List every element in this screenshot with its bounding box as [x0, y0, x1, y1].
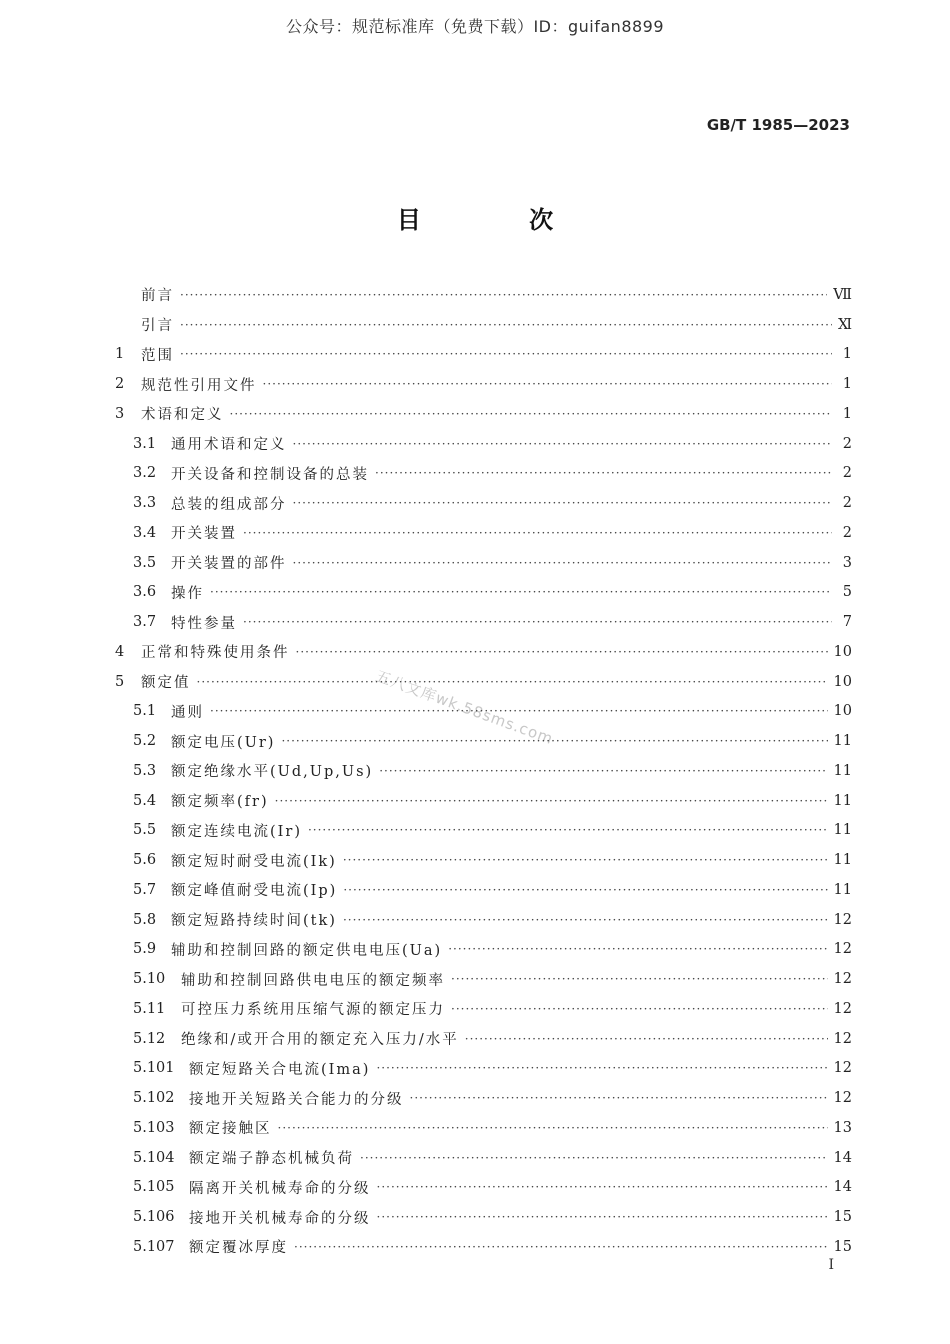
leader-dots [343, 913, 828, 927]
toc-title: 额定频率(fr) [171, 794, 269, 811]
toc-page: Ⅺ [837, 316, 852, 333]
toc-number: 5.5 [133, 822, 157, 839]
leader-dots [281, 734, 827, 748]
toc-page: 14 [833, 1149, 852, 1166]
toc-entry[interactable] [115, 399, 852, 429]
leader-dots [180, 318, 832, 332]
toc-title: 额定短路持续时间(tk) [171, 913, 337, 930]
leader-dots [343, 883, 827, 897]
toc-entry[interactable] [115, 1173, 852, 1203]
toc-number: 5.104 [133, 1149, 175, 1166]
toc-title: 范围 [141, 347, 174, 364]
toc-page: 5 [842, 584, 852, 601]
toc-entry[interactable] [115, 310, 852, 340]
header-note: 公众号：规范标准库（免费下载）ID：guifan8899 [285, 17, 665, 36]
toc-number: 5.101 [133, 1060, 175, 1077]
standard-code: GB/T 1985—2023 [706, 116, 850, 134]
toc-number: 3.6 [133, 584, 157, 601]
toc-number: 3.7 [133, 614, 157, 631]
toc-entry[interactable] [115, 816, 852, 846]
toc-title: 额定峰值耐受电流(Ip) [171, 883, 338, 900]
toc-page: 2 [842, 435, 852, 452]
toc-title: 开关装置的部件 [171, 556, 287, 573]
leader-dots [278, 1121, 828, 1135]
leader-dots [360, 1151, 828, 1165]
toc-title: 开关设备和控制设备的总装 [171, 466, 369, 483]
leader-dots [376, 1061, 827, 1075]
toc-entry[interactable] [115, 578, 852, 608]
toc-title: 绝缘和/或开合用的额定充入压力/水平 [181, 1032, 459, 1049]
toc-number: 3.3 [133, 495, 157, 512]
toc-title: 额定值 [141, 675, 191, 692]
leader-dots [197, 675, 828, 689]
toc-title: 前言 [141, 288, 174, 305]
toc-title: 额定短时耐受电流(Ik) [171, 853, 337, 870]
leader-dots [293, 496, 833, 510]
toc-title: 额定覆冰厚度 [189, 1240, 288, 1257]
toc-page: 11 [833, 881, 852, 898]
toc-entry[interactable] [115, 786, 852, 816]
toc-page: 2 [842, 465, 852, 482]
toc-title: 额定连续电流(Ir) [171, 823, 302, 840]
toc-page: 12 [833, 1060, 852, 1077]
toc-entry[interactable] [115, 1024, 852, 1054]
leader-dots [293, 437, 833, 451]
toc-entry[interactable] [115, 1232, 852, 1262]
toc-entry[interactable] [115, 994, 852, 1024]
toc-number: 5.105 [133, 1179, 175, 1196]
toc-page: 10 [833, 703, 852, 720]
leader-dots [294, 1240, 828, 1254]
toc-number: 5.6 [133, 852, 157, 869]
toc-page: 1 [842, 405, 852, 422]
toc-title: 通则 [171, 704, 204, 721]
toc-page: 15 [833, 1238, 852, 1255]
toc-entry[interactable] [115, 280, 852, 310]
toc-number: 3.1 [133, 435, 157, 452]
toc-entry[interactable] [115, 875, 852, 905]
toc-entry[interactable] [115, 488, 852, 518]
toc-page: 13 [833, 1119, 852, 1136]
leader-dots [451, 1002, 828, 1016]
toc-entry[interactable] [115, 518, 852, 548]
toc-title: 开关装置 [171, 526, 237, 543]
toc-title: 隔离开关机械寿命的分级 [189, 1180, 371, 1197]
toc-number: 1 [115, 346, 125, 363]
table-of-contents [115, 280, 852, 1262]
toc-title: 额定电压(Ur) [171, 734, 276, 751]
toc-title: 引言 [141, 318, 174, 335]
toc-entry[interactable] [115, 756, 852, 786]
leader-dots [263, 377, 833, 391]
toc-number: 5.8 [133, 911, 157, 928]
toc-page: 1 [842, 346, 852, 363]
toc-number: 5.12 [133, 1030, 166, 1047]
toc-number: 5.3 [133, 762, 157, 779]
toc-number: 5.7 [133, 881, 157, 898]
leader-dots [230, 407, 833, 421]
toc-entry[interactable] [115, 1113, 852, 1143]
toc-title: 额定绝缘水平(Ud,Up,Us) [171, 764, 374, 781]
toc-title: 接地开关机械寿命的分级 [189, 1210, 371, 1227]
toc-entry[interactable] [115, 697, 852, 727]
toc-entry[interactable] [115, 369, 852, 399]
leader-dots [451, 972, 828, 986]
leader-dots [293, 556, 833, 570]
toc-page: 12 [833, 1030, 852, 1047]
toc-title: 术语和定义 [141, 407, 224, 424]
toc-title: 规范性引用文件 [141, 377, 257, 394]
leader-dots [448, 942, 827, 956]
toc-page: 7 [842, 614, 852, 631]
leader-dots [180, 288, 827, 302]
toc-page: 12 [833, 911, 852, 928]
toc-page: 12 [833, 1000, 852, 1017]
toc-entry[interactable] [115, 964, 852, 994]
leader-dots [210, 704, 828, 718]
toc-title: 特性参量 [171, 615, 237, 632]
toc-title: 通用术语和定义 [171, 437, 287, 454]
toc-entry[interactable] [115, 935, 852, 965]
toc-number: 2 [115, 376, 125, 393]
toc-page: 10 [833, 673, 852, 690]
toc-title: 操作 [171, 585, 204, 602]
toc-page: 3 [842, 554, 852, 571]
toc-number: 5.103 [133, 1119, 175, 1136]
toc-number: 5 [115, 673, 125, 690]
toc-page: Ⅶ [833, 286, 852, 303]
toc-title: 额定短路关合电流(Ima) [189, 1061, 371, 1078]
toc-title: 辅助和控制回路的额定供电电压(Ua) [171, 942, 443, 959]
toc-number: 3 [115, 405, 125, 422]
toc-entry[interactable] [115, 726, 852, 756]
watermark: 五八文库wk.58sms.com [373, 666, 556, 749]
toc-title: 辅助和控制回路供电电压的额定频率 [181, 972, 445, 989]
toc-number: 5.10 [133, 971, 166, 988]
toc-number: 5.9 [133, 941, 157, 958]
leader-dots [343, 853, 828, 867]
toc-page: 11 [833, 792, 852, 809]
toc-entry[interactable] [115, 1202, 852, 1232]
leader-dots [377, 1180, 828, 1194]
leader-dots [296, 645, 828, 659]
toc-page: 1 [842, 376, 852, 393]
toc-number: 4 [115, 643, 125, 660]
leader-dots [379, 764, 827, 778]
toc-number: 5.4 [133, 792, 157, 809]
page-number: I [828, 1257, 834, 1273]
toc-entry[interactable] [115, 905, 852, 935]
toc-number: 5.106 [133, 1209, 175, 1226]
toc-entry[interactable] [115, 548, 852, 578]
toc-number: 3.2 [133, 465, 157, 482]
toc-number: 3.5 [133, 554, 157, 571]
leader-dots [465, 1032, 828, 1046]
toc-page: 12 [833, 971, 852, 988]
leader-dots [375, 466, 832, 480]
toc-number: 5.1 [133, 703, 157, 720]
toc-number: 5.11 [133, 1000, 166, 1017]
toc-title: 额定端子静态机械负荷 [189, 1151, 354, 1168]
leader-dots [377, 1210, 828, 1224]
leader-dots [275, 794, 828, 808]
toc-title: 接地开关短路关合能力的分级 [189, 1091, 404, 1108]
toc-page: 11 [833, 762, 852, 779]
toc-page: 11 [833, 733, 852, 750]
toc-entry[interactable] [115, 340, 852, 370]
toc-page: 12 [833, 941, 852, 958]
leader-dots [243, 615, 832, 629]
toc-page: 2 [842, 495, 852, 512]
toc-number: 5.102 [133, 1090, 175, 1107]
toc-entry[interactable] [115, 667, 852, 697]
toc-entry[interactable] [115, 1083, 852, 1113]
toc-entry[interactable] [115, 429, 852, 459]
leader-dots [243, 526, 832, 540]
toc-entry[interactable] [115, 1143, 852, 1173]
toc-number: 5.107 [133, 1238, 175, 1255]
toc-page: 11 [833, 852, 852, 869]
leader-dots [308, 823, 828, 837]
toc-title: 可控压力系统用压缩气源的额定压力 [181, 1002, 445, 1019]
toc-entry[interactable] [115, 637, 852, 667]
toc-entry[interactable] [115, 459, 852, 489]
leader-dots [210, 585, 832, 599]
toc-page: 2 [842, 524, 852, 541]
toc-page: 11 [833, 822, 852, 839]
toc-title: 正常和特殊使用条件 [141, 645, 290, 662]
toc-number: 5.2 [133, 733, 157, 750]
toc-page: 10 [833, 643, 852, 660]
toc-page: 12 [833, 1090, 852, 1107]
leader-dots [410, 1091, 828, 1105]
toc-number: 3.4 [133, 524, 157, 541]
toc-entry[interactable] [115, 1054, 852, 1084]
page-title: 目 次 [396, 206, 604, 234]
toc-entry[interactable] [115, 845, 852, 875]
leader-dots [180, 347, 832, 361]
toc-page: 15 [833, 1209, 852, 1226]
toc-title: 总装的组成部分 [171, 496, 287, 513]
toc-page: 14 [833, 1179, 852, 1196]
toc-title: 额定接触区 [189, 1121, 272, 1138]
toc-entry[interactable] [115, 607, 852, 637]
